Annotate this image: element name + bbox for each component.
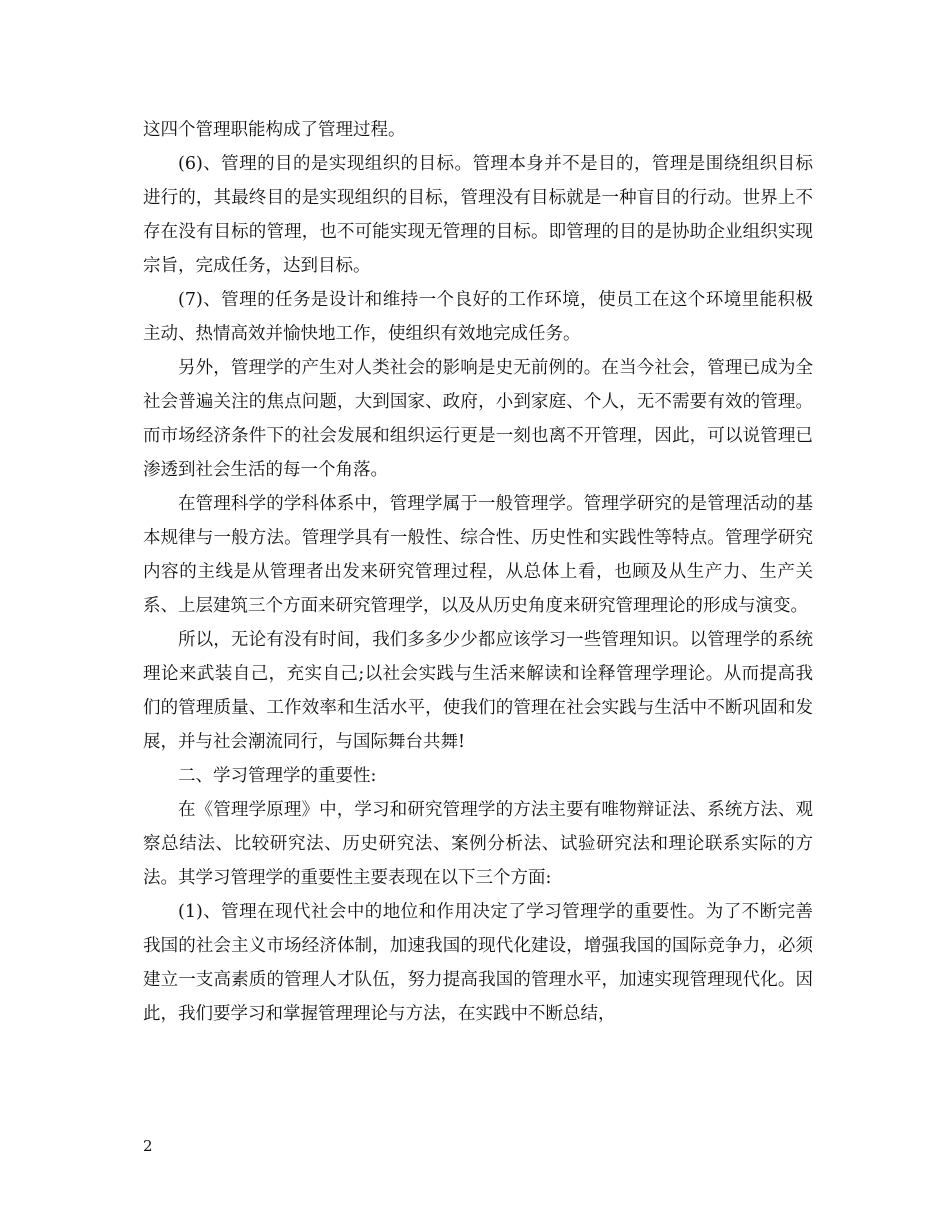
paragraph-4: 另外，管理学的产生对人类社会的影响是史无前例的。在当今社会，管理已成为全社会普遍关注的焦点问题，大到国家、政府，小到家庭、个人，无不需要有效的管理。而市场经济条件下的社会发展和组织运行更是一刻也离不开管理，因此，可以说管理已渗透到社会生活的每一个角落。 — [143, 358, 813, 480]
paragraph-6: 所以，无论有没有时间，我们多多少少都应该学习一些管理知识。以管理学的系统理论来武装自己，充实自己;以社会实践与生活来解读和诠释管理学理论。从而提高我们的管理质量、工作效率和生活水平，使我们的管理在社会实践与生活中不断巩固和发展，并与社会潮流同行，与国际舞台共舞! — [143, 630, 813, 752]
paragraph-7: 在《管理学原理》中，学习和研究管理学的方法主要有唯物辩证法、系统方法、观察总结法、比较研究法、历史研究法、案例分析法、试验研究法和理论联系实际的方法。其学习管理学的重要性主要表现在以下三个方面: — [143, 800, 813, 888]
paragraph-2: (6)、管理的目的是实现组织的目标。管理本身并不是目的，管理是围绕组织目标进行的，其最终目的是实现组织的目标，管理没有目标就是一种盲目的行动。世界上不存在没有目标的管理，也不可能实现无管理的目标。即管理的目的是协助企业组织实现宗旨，完成任务，达到目标。 — [143, 154, 813, 276]
paragraph-8: (1)、管理在现代社会中的地位和作用决定了学习管理学的重要性。为了不断完善我国的社会主义市场经济体制，加速我国的现代化建设，增强我国的国际竞争力，必须建立一支高素质的管理人才队伍，努力提高我国的管理水平，加速实现管理现代化。因此，我们要学习和掌握管理理论与方法，在实践中不断总结， — [143, 902, 813, 1024]
page-number: 2 — [143, 1137, 153, 1155]
paragraph-5: 在管理科学的学科体系中，管理学属于一般管理学。管理学研究的是管理活动的基本规律与一般方法。管理学具有一般性、综合性、历史性和实践性等特点。管理学研究内容的主线是从管理者出发来研究管理过程，从总体上看，也顾及从生产力、生产关系、上层建筑三个方面来研究管理学，以及从历史角度来研究管理理论的形成与演变。 — [143, 494, 813, 616]
section-heading: 二、学习管理学的重要性: — [178, 766, 377, 786]
body-text — [143, 113, 813, 1031]
paragraph-3: (7)、管理的任务是设计和维持一个良好的工作环境，使员工在这个环境里能积极主动、热情高效并愉快地工作，使组织有效地完成任务。 — [143, 290, 813, 344]
paragraph-1: 这四个管理职能构成了管理过程。 — [143, 120, 406, 140]
